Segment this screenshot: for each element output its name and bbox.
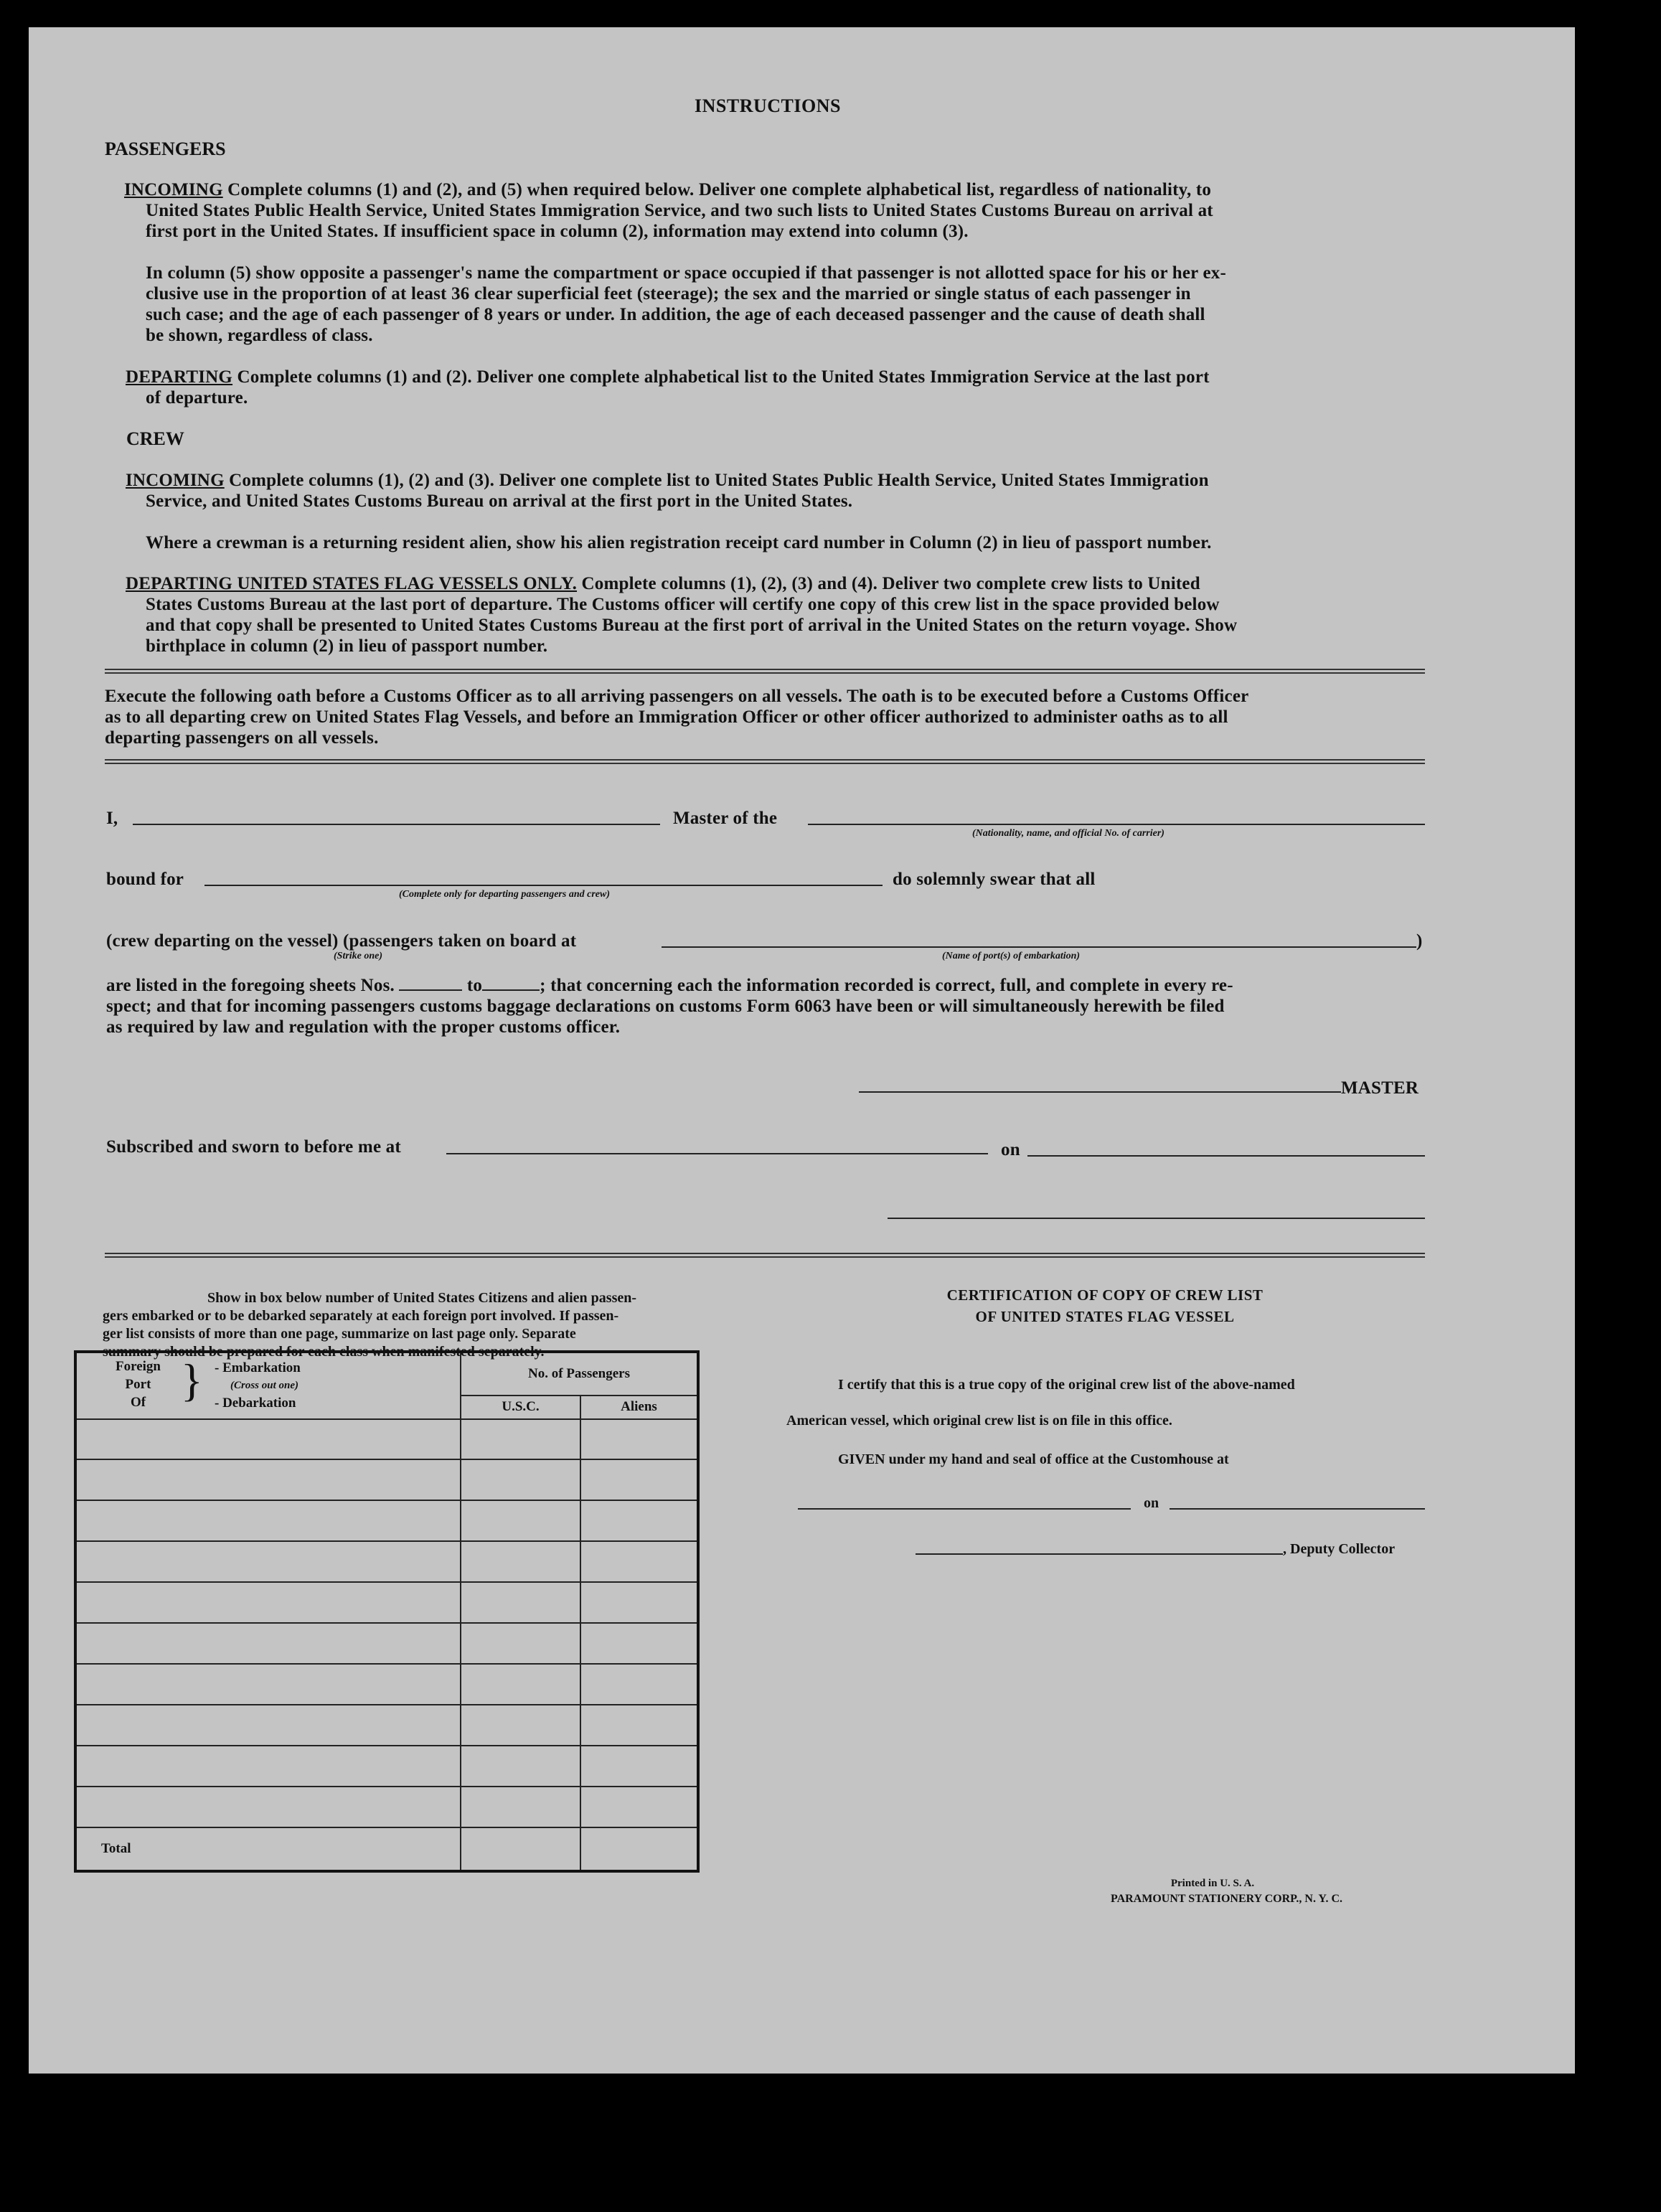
master-of-the-label: Master of the: [673, 809, 778, 828]
crew-departing-text: (crew departing on the vessel) (passengers taken on board at: [106, 931, 577, 951]
subscribed-label: Subscribed and sworn to before me at: [106, 1137, 401, 1157]
passengers-incoming-label: INCOMING: [124, 180, 223, 199]
oath-i: I,: [106, 809, 118, 828]
crew-heading: CREW: [126, 428, 184, 449]
crew-incoming-label: INCOMING: [126, 471, 225, 490]
table-row: [75, 1787, 698, 1827]
crew-incoming-line-1: INCOMING Complete columns (1), (2) and (3). Deliver one complete list to United States Public Health Service, United States Immigration: [126, 471, 1209, 490]
bound-for-field[interactable]: [204, 885, 883, 886]
crew-departing-line-4: birthplace in column (2) in lieu of passport number.: [146, 636, 548, 656]
certification-on-label: on: [1144, 1495, 1159, 1511]
master-signature-field[interactable]: [859, 1091, 1341, 1093]
printer-name: PARAMOUNT STATIONERY CORP., N. Y. C.: [1111, 1893, 1343, 1905]
certification-heading-1: CERTIFICATION OF COPY OF CREW LIST: [946, 1286, 1264, 1304]
certification-line-1: I certify that this is a true copy of the original crew list of the above-named: [838, 1377, 1295, 1393]
certification-line-3: GIVEN under my hand and seal of office at the Customhouse at: [838, 1451, 1229, 1467]
crew-departing-line-2: States Customs Bureau at the last port of departure. The Customs officer will certify one copy of this crew list in the space provided below: [146, 595, 1220, 614]
column5-line-2: clusive use in the proportion of at least 36 clear superficial feet (steerage); the sex and the married or single status of each passenger in: [146, 284, 1191, 303]
aliens-header: Aliens: [580, 1396, 698, 1419]
crew-incoming-line-2: Service, and United States Customs Bureau on arrival at the first port in the United States.: [146, 491, 853, 511]
listed-line-2: spect; and that for incoming passengers customs baggage declarations on customs Form 6063 have been or will simultaneously herewith be filed: [106, 997, 1225, 1016]
master-label: MASTER: [1341, 1078, 1419, 1098]
summary-intro-line-2: gers embarked or to be debarked separately at each foreign port involved. If passen-: [103, 1308, 619, 1324]
section-divider: [105, 759, 1425, 764]
customhouse-field[interactable]: [798, 1508, 1131, 1510]
embarkation-port-field[interactable]: [662, 946, 1416, 948]
bound-caption: (Complete only for departing passengers and crew): [399, 889, 610, 900]
column5-line-4: be shown, regardless of class.: [146, 326, 373, 345]
carrier-field[interactable]: [808, 824, 1425, 825]
carrier-caption: (Nationality, name, and official No. of carrier): [972, 828, 1164, 839]
table-row: [75, 1582, 698, 1623]
strike-one-caption: (Strike one): [334, 951, 383, 961]
oath-instructions-line-1: Execute the following oath before a Customs Officer as to all arriving passengers on all vessels. The oath is to be executed before a Customs Officer: [105, 687, 1249, 706]
deputy-signature-field[interactable]: [916, 1553, 1283, 1555]
summary-intro-line-1: Show in box below number of United States Citizens and alien passen-: [207, 1290, 637, 1306]
certification-date-field[interactable]: [1170, 1508, 1425, 1510]
swear-text: do solemnly swear that all: [893, 870, 1096, 889]
passengers-departing-line-1: DEPARTING Complete columns (1) and (2). Deliver one complete alphabetical list to the United States Immigration Service at the last port: [126, 367, 1210, 387]
summary-intro-line-3: ger list consists of more than one page, summarize on last page only. Separate: [103, 1326, 576, 1342]
deputy-collector-label: , Deputy Collector: [1283, 1541, 1396, 1557]
crew-departing-line-1: DEPARTING UNITED STATES FLAG VESSELS ONLY. Complete columns (1), (2), (3) and (4). Deliver two complete crew lists to United: [126, 574, 1200, 593]
table-row: [75, 1746, 698, 1787]
table-row: [75, 1541, 698, 1582]
passengers-incoming-line-1: INCOMING Complete columns (1) and (2), and (5) when required below. Deliver one complete alphabetical list, regardless of nationality, to: [124, 180, 1212, 199]
sheet-from-field[interactable]: [399, 989, 462, 991]
port-header-cell: Foreign Port Of } - Embarkation (Cross out one) - Debarkation: [75, 1352, 461, 1419]
total-row: [75, 1827, 698, 1871]
total-label: Total: [75, 1827, 461, 1871]
crew-departing-line-3: and that copy shall be presented to United States Customs Bureau at the first port of arrival in the United States on the return voyage. Show: [146, 616, 1238, 635]
column5-line-1: In column (5) show opposite a passenger's name the compartment or space occupied if that passenger is not allotted space for his or her ex-: [146, 263, 1226, 283]
usc-header: U.S.C.: [461, 1396, 580, 1419]
close-paren: ): [1416, 931, 1423, 951]
no-passengers-header: No. of Passengers: [461, 1352, 698, 1396]
passengers-incoming-line-2: United States Public Health Service, United States Immigration Service, and two such lists to United States Customs Bureau on arrival at: [146, 201, 1213, 220]
bound-for-label: bound for: [106, 870, 184, 889]
sworn-date-field[interactable]: [1027, 1155, 1425, 1157]
passenger-summary-table: [74, 1350, 700, 1873]
table-row: [75, 1705, 698, 1746]
sworn-place-field[interactable]: [446, 1153, 988, 1154]
crew-alien-line: Where a crewman is a returning resident alien, show his alien registration receipt card number in Column (2) in lieu of passport number.: [146, 533, 1212, 552]
sworn-on-label: on: [1001, 1140, 1020, 1159]
sheet-to-field[interactable]: [482, 989, 540, 991]
passengers-incoming-line-3: first port in the United States. If insufficient space in column (2), information may extend into column (3).: [146, 222, 969, 241]
oath-instructions-line-3: departing passengers on all vessels.: [105, 728, 379, 748]
summary-intro-line-4: summary should be prepared for each class when manifested separately.: [103, 1344, 545, 1360]
printed-in-usa: Printed in U. S. A.: [1170, 1878, 1255, 1889]
table-row: [75, 1623, 698, 1664]
certification-line-2: American vessel, which original crew list is on file in this office.: [786, 1413, 1172, 1429]
section-divider: [105, 669, 1425, 674]
passengers-departing-line-2: of departure.: [146, 388, 248, 408]
section-divider: [105, 1253, 1425, 1258]
listed-line-3: as required by law and regulation with the proper customs officer.: [106, 1017, 621, 1037]
table-row: [75, 1419, 698, 1460]
table-row: [75, 1500, 698, 1541]
passengers-heading: PASSENGERS: [105, 138, 226, 159]
master-name-field[interactable]: [133, 824, 660, 825]
table-row: [75, 1664, 698, 1705]
column5-line-3: such case; and the age of each passenger of 8 years or under. In addition, the age of each deceased passenger and the cause of death shall: [146, 305, 1205, 324]
brace-icon: }: [181, 1355, 203, 1406]
table-row: [75, 1459, 698, 1500]
certification-heading-2: OF UNITED STATES FLAG VESSEL: [975, 1308, 1235, 1325]
crew-departing-label: DEPARTING UNITED STATES FLAG VESSELS ONLY.: [126, 574, 578, 593]
oath-instructions-line-2: as to all departing crew on United States Flag Vessels, and before an Immigration Officer or other officer authorized to administer oaths as to all: [105, 707, 1228, 727]
port-caption: (Name of port(s) of embarkation): [942, 951, 1081, 961]
officer-signature-field[interactable]: [888, 1218, 1425, 1219]
listed-line-1: are listed in the foregoing sheets Nos. to ; that concerning each the information recorded is correct, full, and complete in every re-: [106, 976, 1233, 995]
passengers-departing-label: DEPARTING: [126, 367, 233, 387]
page-title: INSTRUCTIONS: [695, 95, 841, 116]
